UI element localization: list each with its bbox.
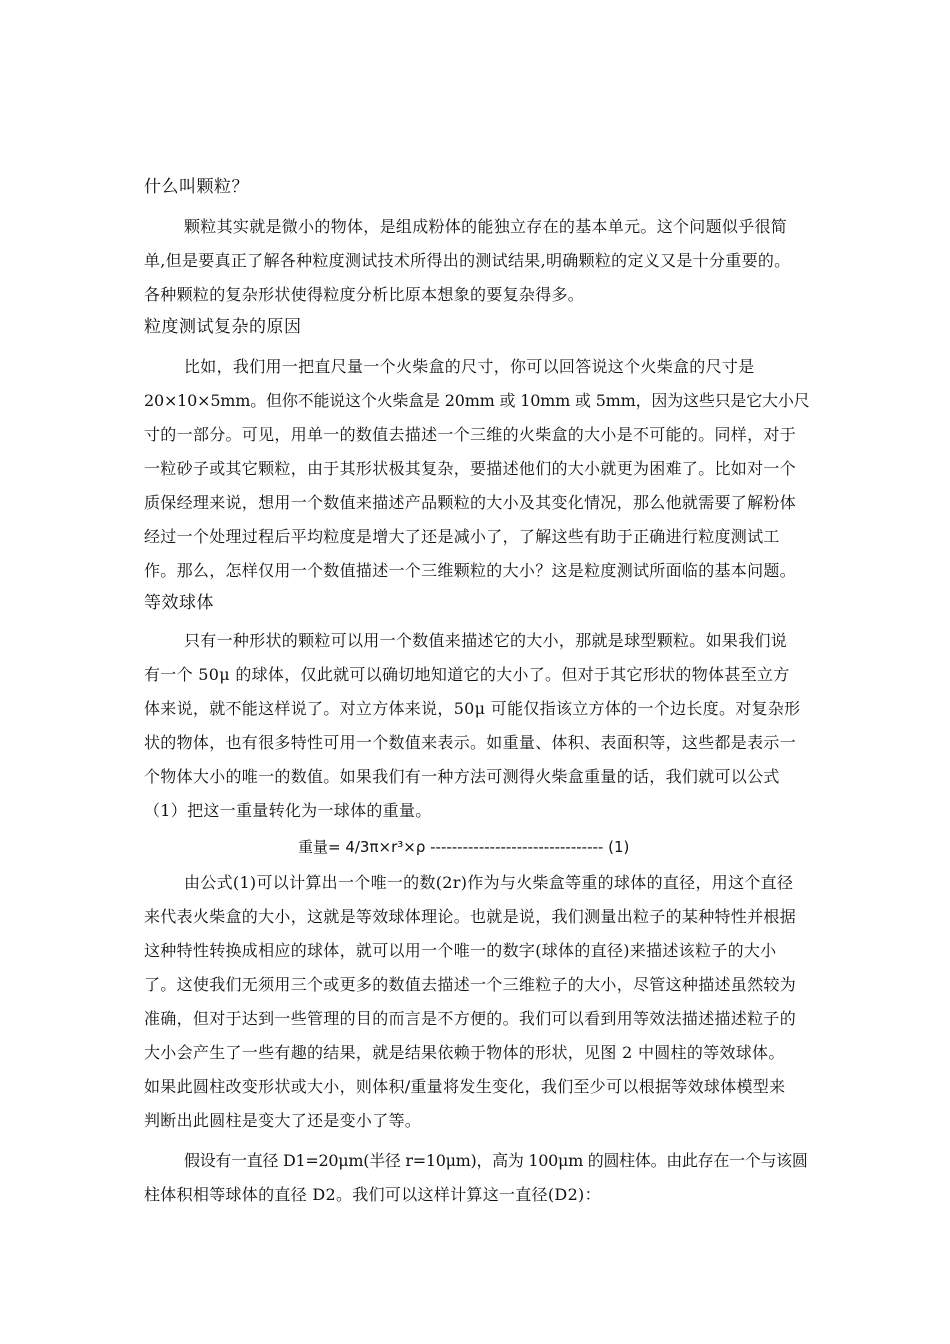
paragraph-line: 比如，我们用一把直尺量一个火柴盒的尺寸，你可以回答说这个火柴盒的尺寸是 [184, 357, 755, 376]
paragraph-line: 经过一个处理过程后平均粒度是增大了还是减小了，了解这些有助于正确进行粒度测试工 [144, 527, 780, 546]
paragraph-line: 来代表火柴盒的大小，这就是等效球体理论。也就是说，我们测量出粒子的某种特性并根据 [144, 907, 797, 926]
paragraph-line: 大小会产生了一些有趣的结果，就是结果依赖于物体的形状，见图 2 中圆柱的等效球体。 [144, 1043, 785, 1062]
paragraph-line: 只有一种形状的颗粒可以用一个数值来描述它的大小，那就是球型颗粒。如果我们说 [184, 631, 788, 650]
paragraph-line: （1）把这一重量转化为一球体的重量。 [144, 801, 432, 820]
paragraph-line: 假设有一直径 D1=20μm(半径 r=10μm)，高为 100μm 的圆柱体。由此存在一个与该圆 [184, 1151, 808, 1170]
paragraph-line: 有一个 50μ 的球体，仅此就可以确切地知道它的大小了。但对于其它形状的物体甚至立方 [144, 665, 790, 684]
paragraph-line: 状的物体，也有很多特性可用一个数值来表示。如重量、体积、表面积等，这些都是表示一 [144, 733, 797, 752]
paragraph-line: 寸的一部分。可见，用单一的数值去描述一个三维的火柴盒的大小是不可能的。同样，对于 [144, 425, 797, 444]
paragraph-line: 这种特性转换成相应的球体，就可以用一个唯一的数字(球体的直径)来描述该粒子的大小 [144, 941, 777, 960]
paragraph-line: 各种颗粒的复杂形状使得粒度分析比原本想象的要复杂得多。 [144, 285, 585, 304]
paragraph-line: 准确，但对于达到一些管理的目的而言是不方便的。我们可以看到用等效法描述描述粒子的 [144, 1009, 797, 1028]
paragraph-line: 作。那么，怎样仅用一个数值描述一个三维颗粒的大小？这是粒度测试所面临的基本问题。 [144, 561, 797, 580]
paragraph-line: 判断出此圆柱是变大了还是变小了等。 [144, 1111, 422, 1130]
paragraph-line: 体来说，就不能这样说了。对立方体来说，50μ 可能仅指该立方体的一个边长度。对复杂形 [144, 699, 801, 718]
section-heading-complexity-reasons: 粒度测试复杂的原因 [144, 317, 302, 337]
section-heading-what-is-particle: 什么叫颗粒？ [144, 177, 249, 197]
paragraph-line: 个物体大小的唯一的数值。如果我们有一种方法可测得火柴盒重量的话，我们就可以公式 [144, 767, 780, 786]
formula-weight: 重量= 4/3π×r³×ρ -------------------------------- (1) [298, 838, 630, 856]
paragraph-line: 柱体积相等球体的直径 D2。我们可以这样计算这一直径(D2)： [144, 1185, 601, 1204]
paragraph-line: 由公式(1)可以计算出一个唯一的数(2r)作为与火柴盒等重的球体的直径，用这个直径 [184, 873, 794, 892]
paragraph-line: 颗粒其实就是微小的物体，是组成粉体的能独立存在的基本单元。这个问题似乎很简 [184, 217, 788, 236]
paragraph-line: 质保经理来说，想用一个数值来描述产品颗粒的大小及其变化情况，那么他就需要了解粉体 [144, 493, 797, 512]
paragraph-line: 如果此圆柱改变形状或大小，则体积/重量将发生变化，我们至少可以根据等效球体模型来 [144, 1077, 786, 1096]
paragraph-line: 了。这使我们无须用三个或更多的数值去描述一个三维粒子的大小，尽管这种描述虽然较为 [144, 975, 797, 994]
paragraph-line: 一粒砂子或其它颗粒，由于其形状极其复杂，要描述他们的大小就更为困难了。比如对一个 [144, 459, 797, 478]
section-heading-equivalent-sphere: 等效球体 [144, 593, 214, 613]
paragraph-line: 20×10×5mm。但你不能说这个火柴盒是 20mm 或 10mm 或 5mm，因为这些只是它大小尺 [144, 391, 810, 410]
paragraph-line: 单,但是要真正了解各种粒度测试技术所得出的测试结果,明确颗粒的定义又是十分重要的。 [144, 251, 791, 270]
